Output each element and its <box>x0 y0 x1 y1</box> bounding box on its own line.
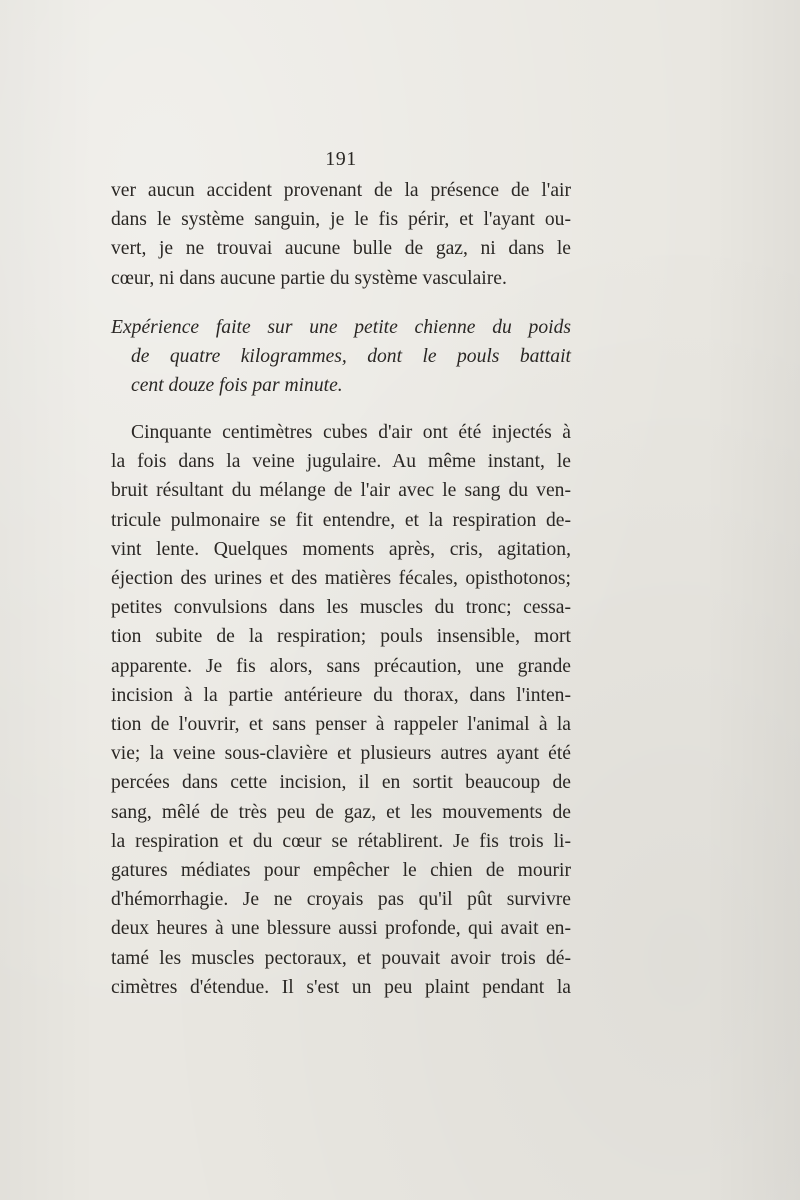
heading-line: cent douze fois par minute. <box>131 375 343 397</box>
experiment-paragraph <box>111 418 571 1002</box>
text-line: d'hémorrhagie. Je ne croyais pas qu'il pût survivre <box>111 889 571 911</box>
text-line: vie; la veine sous-clavière et plusieurs autres ayant été <box>111 743 571 765</box>
text-line: deux heures à une blessure aussi profonde, qui avait en- <box>111 918 571 940</box>
text-line: dans le système sanguin, je le fis périr, et l'ayant ou- <box>111 209 571 231</box>
text-line: la respiration et du cœur se rétablirent. Je fis trois li- <box>111 830 571 852</box>
text-line: bruit résultant du mélange de l'air avec le sang du ven- <box>111 480 571 502</box>
text-line: petites convulsions dans les muscles du tronc; cessa- <box>111 597 571 619</box>
text-line: sang, mêlé de très peu de gaz, et les mouvements de <box>111 801 571 823</box>
text-line: gatures médiates pour empêcher le chien de mourir <box>111 860 571 882</box>
text-line: vert, je ne trouvai aucune bulle de gaz, ni dans le <box>111 238 571 260</box>
text-line: tamé les muscles pectoraux, et pouvait avoir trois dé- <box>111 947 571 969</box>
text-line: Cinquante centimètres cubes d'air ont été injectés à <box>131 422 571 443</box>
text-line: cimètres d'étendue. Il s'est un peu plaint pendant la <box>111 976 571 998</box>
text-line: tion de l'ouvrir, et sans penser à rappeler l'animal à la <box>111 714 571 736</box>
experiment-heading <box>111 313 571 401</box>
text-line: cœur, ni dans aucune partie du système vasculaire. <box>111 267 507 289</box>
text-line: tion subite de la respiration; pouls insensible, mort <box>111 626 571 648</box>
text-line: percées dans cette incision, il en sortit beaucoup de <box>111 772 571 794</box>
text-line: apparente. Je fis alors, sans précaution, une grande <box>111 655 571 677</box>
text-line: éjection des urines et des matières fécales, opisthotonos; <box>111 568 571 590</box>
paragraph-continuation <box>111 176 571 293</box>
text-line: tricule pulmonaire se fit entendre, et la respiration de- <box>111 509 571 531</box>
text-line: ver aucun accident provenant de la présence de l'air <box>111 180 571 201</box>
text-line: incision à la partie antérieure du thorax, dans l'inten- <box>111 684 571 706</box>
page-number: 191 <box>325 148 357 170</box>
heading-line: de quatre kilogrammes, dont le pouls battait <box>131 346 571 368</box>
text-line: vint lente. Quelques moments après, cris, agitation, <box>111 538 571 560</box>
heading-line: Expérience faite sur une petite chienne du poids <box>111 317 571 338</box>
text-line: la fois dans la veine jugulaire. Au même instant, le <box>111 451 571 473</box>
